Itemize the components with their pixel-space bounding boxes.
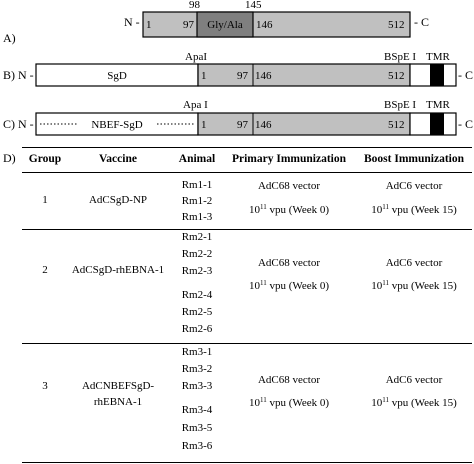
- dose-text: vpu (Week 15): [388, 397, 457, 409]
- dose-text: vpu (Week 0): [266, 280, 330, 292]
- vaccine-name-line1: AdCNBEFSgD-: [81, 380, 155, 392]
- rule-header-top: [22, 147, 472, 148]
- panel-c-apai-label: Apa I: [183, 99, 208, 111]
- animal-id: Rm3-1: [181, 346, 213, 358]
- dose-base: 10: [371, 204, 383, 216]
- animal-id: Rm3-4: [181, 404, 213, 416]
- primary-dose: [249, 205, 329, 216]
- header-animal: Animal: [178, 153, 216, 165]
- dose-text: vpu (Week 15): [388, 204, 457, 216]
- panel-a-seg-97: 97: [183, 19, 194, 31]
- panel-c-nbef-label: NBEF-SgD: [91, 119, 143, 131]
- dose-text: vpu (Week 15): [388, 280, 457, 292]
- panel-c-tmr-label: TMR: [426, 99, 450, 111]
- primary-vector: AdC68 vector: [257, 257, 321, 269]
- dose-text: vpu (Week 0): [266, 397, 330, 409]
- dose-base: 10: [248, 204, 260, 216]
- animal-id: Rm3-2: [181, 363, 213, 375]
- animal-id: Rm2-6: [181, 323, 213, 335]
- header-primary-immunization: Primary Immunization: [231, 153, 347, 165]
- panel-a-tick-98: 98: [189, 0, 200, 11]
- vaccine-name: AdCSgD-NP: [88, 194, 148, 206]
- panel-b-seg-1: 1: [201, 70, 207, 82]
- header-boost-immunization: Boost Immunization: [364, 153, 464, 165]
- panel-c-seg-1: 1: [201, 119, 207, 131]
- animal-id: Rm3-6: [181, 440, 213, 452]
- panel-b-apai-label: ApaI: [185, 51, 207, 63]
- animal-id: Rm2-1: [181, 231, 213, 243]
- panel-a-seg-512: 512: [388, 19, 405, 31]
- panel-a-label: A): [3, 31, 16, 45]
- vaccine-name: AdCSgD-rhEBNA-1: [71, 264, 165, 276]
- vaccine-name-line2: rhEBNA-1: [93, 396, 143, 408]
- panel-a-n-terminus: N -: [124, 15, 140, 29]
- rule-table-bottom: [22, 462, 472, 463]
- panel-b: [3, 51, 473, 86]
- panel-a-gly-ala-label: Gly/Ala: [207, 19, 243, 31]
- panel-c-n-terminus: N -: [18, 117, 34, 131]
- panel-a-tick-145: 145: [245, 0, 262, 11]
- panel-c-seg-97: 97: [237, 119, 248, 131]
- panel-b-tmr-label: TMR: [426, 51, 450, 63]
- group-number: 3: [42, 380, 48, 392]
- panel-b-label: B): [3, 68, 15, 82]
- dose-base: 10: [371, 280, 383, 292]
- animal-id: Rm1-3: [181, 211, 213, 223]
- dose-base: 10: [371, 397, 383, 409]
- dose-base: 10: [248, 280, 260, 292]
- boost-dose: [371, 398, 457, 409]
- panel-a: [3, 0, 429, 45]
- header-group: Group: [28, 153, 62, 165]
- panel-c-bspei-label: BSpE I: [384, 99, 417, 111]
- panel-a-seg-146: 146: [256, 19, 273, 31]
- construct-diagram: [0, 0, 474, 150]
- rule-header-bottom: [22, 172, 472, 173]
- panel-a-c-terminus: - C: [414, 15, 429, 29]
- boost-vector: AdC6 vector: [385, 374, 443, 386]
- primary-dose: [249, 398, 329, 409]
- panel-b-tmr-block: [430, 64, 444, 86]
- panel-c-protein-bar: [198, 113, 410, 135]
- panel-c-label: C): [3, 117, 15, 131]
- panel-c-c-terminus: - C: [458, 117, 473, 131]
- dose-exponent: 11: [259, 279, 267, 287]
- boost-vector: AdC6 vector: [385, 180, 443, 192]
- panel-c-tmr-block: [430, 113, 444, 135]
- header-vaccine: Vaccine: [99, 153, 137, 165]
- panel-d-label: D): [3, 151, 16, 165]
- primary-dose: [249, 281, 329, 292]
- boost-vector: AdC6 vector: [385, 257, 443, 269]
- animal-id: Rm3-5: [181, 422, 213, 434]
- dose-exponent: 11: [382, 279, 389, 287]
- animal-id: Rm3-3: [181, 380, 213, 392]
- panel-b-c-terminus: - C: [458, 68, 473, 82]
- panel-b-seg-512: 512: [388, 70, 405, 82]
- panel-b-seg-146: 146: [255, 70, 272, 82]
- dose-base: 10: [248, 397, 260, 409]
- dose-exponent: 11: [259, 203, 267, 211]
- panel-b-bspei-label: BSpE I: [384, 51, 417, 63]
- panel-b-sgd-label: SgD: [107, 70, 127, 82]
- primary-vector: AdC68 vector: [257, 180, 321, 192]
- group-number: 1: [42, 194, 48, 206]
- dose-text: vpu (Week 0): [266, 204, 330, 216]
- panel-b-seg-97: 97: [237, 70, 248, 82]
- animal-id: Rm2-3: [181, 265, 213, 277]
- rule-group-2-bottom: [22, 343, 472, 344]
- boost-dose: [371, 281, 457, 292]
- panel-c: [3, 99, 473, 135]
- dose-exponent: 11: [382, 203, 389, 211]
- animal-id: Rm2-5: [181, 306, 213, 318]
- rule-group-1-bottom: [22, 229, 472, 230]
- panel-c-seg-512: 512: [388, 119, 405, 131]
- primary-vector: AdC68 vector: [257, 374, 321, 386]
- animal-id: Rm2-2: [181, 248, 213, 260]
- panel-a-seg-1: 1: [146, 19, 152, 31]
- panel-b-n-terminus: N -: [18, 68, 34, 82]
- animal-id: Rm2-4: [181, 289, 213, 301]
- dose-exponent: 11: [382, 396, 389, 404]
- animal-id: Rm1-1: [181, 179, 213, 191]
- group-number: 2: [42, 264, 48, 276]
- animal-id: Rm1-2: [181, 195, 213, 207]
- dose-exponent: 11: [259, 396, 267, 404]
- panel-b-protein-bar: [198, 64, 410, 86]
- panel-c-seg-146: 146: [255, 119, 272, 131]
- boost-dose: [371, 205, 457, 216]
